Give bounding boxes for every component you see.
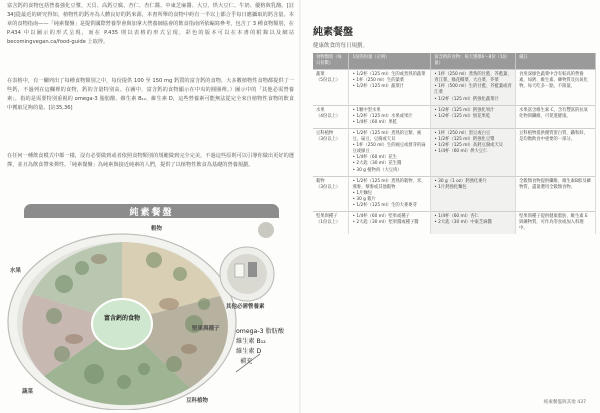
cell-line: • 1杯（500 ml）生的甘藍、芥藍葉或青江菜 — [434, 84, 512, 96]
cell-line: • 1/4杯（60 ml）果乾 — [352, 119, 397, 125]
cell-line: • 30 g（1 oz）鈣強化麥片 — [434, 178, 487, 184]
nutrient-note-d: 維生素 D — [236, 348, 262, 355]
nutrient-note-omega3: omega-3 脂肪酸 — [236, 328, 285, 335]
vegan-plate-illustration — [4, 204, 296, 410]
table-row — [313, 128, 596, 176]
table-header-row — [313, 53, 596, 70]
cell-line: • 1/4杯（60 ml）杏仁 — [434, 214, 479, 220]
table-row — [313, 70, 596, 105]
sun-decoration — [258, 222, 274, 238]
table-cell-note — [516, 212, 596, 235]
cell-line: （1份以上） — [316, 220, 341, 226]
table-cell-calcium — [431, 176, 516, 211]
cell-line: 水果 — [316, 107, 325, 113]
cell-line: • 1/4杯（60 ml）堅果或種子 — [352, 214, 410, 220]
cell-line: • 1顆中型水果 — [352, 107, 381, 113]
plate-label-legumes: 豆科植物 — [186, 398, 209, 404]
cell-line: 水果富含維生素 C，含有豐富的抗氧化物與纖維，可促進健康。 — [519, 107, 588, 119]
table-cell-category — [313, 128, 349, 176]
table-row — [313, 212, 596, 235]
table-cell-calcium — [431, 70, 516, 105]
table-cell-category — [313, 212, 349, 235]
table-cell-serving — [349, 176, 431, 211]
cell-line: 全穀類食物提供纖維、維生素B群及礦物質，盡量選用全穀類食物。 — [519, 178, 591, 190]
cell-line: • 1/2杯（125 ml）鈣強化蔬菜汁 — [434, 96, 499, 102]
cell-line: 豆科植物 — [316, 130, 334, 136]
plate-center-label: 富含鈣的食物 — [103, 315, 140, 322]
cell-line: • 1/2杯（125 ml）高鈣豆腐或天貝 — [434, 143, 504, 149]
plate-label-grains: 穀物 — [151, 226, 163, 232]
plate-label-vegetables: 蔬菜 — [22, 389, 34, 395]
column-header: 食物類別（每日份數） — [313, 53, 349, 70]
cell-line: • 1/2杯（125 ml）煮熟的豆類、豌豆、扁豆、豆腐或天貝 — [352, 130, 422, 143]
cell-line: • 2大匙（30 ml）堅果醬或種子醬 — [352, 220, 419, 226]
plate-label-other-nutrients: 其他必需營養素 — [226, 304, 265, 310]
cell-line: （5份以上） — [316, 78, 341, 84]
cell-line: • 2大匙（30 ml）花生醬 — [352, 161, 402, 167]
cell-line: • 1/2杯（125 ml）鈣強化果汁 — [434, 107, 495, 113]
cell-line: • 1杯（250 ml）生的葉菜 — [352, 78, 405, 84]
cell-line: 堅果與種子提供健康脂肪、維生素 E 與礦物質，可作為零食或加入料理中。 — [519, 214, 588, 232]
cell-line: • 1杯（250 ml）黑豆或白豆 — [434, 130, 491, 136]
cell-line: • 1/2杯（125 ml）水果或果汁 — [352, 113, 413, 119]
paragraph: 在任何一種飲食模式中都一樣，沒有必要做到或者依照食物類別的規範做到完全完美，不過這些原則可以引導你做出更好的選擇，並且為飲食帶來彈性。「純素餐盤」為純素與接近純素的人們，提供了以植物性飲食為基礎的營養規劃。 — [7, 153, 294, 168]
cell-line: • 1片鈣強化麵包 — [434, 184, 467, 190]
cell-line: • 1片麵包 — [352, 190, 372, 196]
table-row — [313, 105, 596, 128]
table-cell-note — [516, 176, 596, 211]
column-header: 備註 — [516, 53, 596, 70]
cell-line: • 1杯（250 ml）生的豌豆或發芽的扁豆或綠豆 — [352, 143, 426, 155]
table-cell-category — [313, 176, 349, 211]
column-header: 富含鈣的食物：每天選擇6～8份（1份量） — [431, 53, 516, 70]
table-cell-serving — [349, 105, 431, 128]
cell-line: • 1/2杯（125 ml）煮熟的穀物、米、燕麥、藜麥或其他穀物 — [352, 178, 426, 190]
left-page — [0, 0, 299, 413]
cell-line: • 1/2杯（125 ml）鈣強化豆漿 — [434, 137, 495, 143]
cell-line: • 30 g 穀片 — [352, 196, 376, 202]
cell-line: • 1杯（250 ml）煮熟的甘藍、芥藍葉、青江菜、綠花椰菜、大白菜、芥菜 — [434, 72, 512, 84]
table-cell-calcium — [431, 128, 516, 176]
plate-label-nuts-seeds: 堅果與種子 — [192, 326, 220, 332]
nutrient-note-b12: 維生素 B₁₂ — [236, 338, 266, 345]
table-row — [313, 176, 596, 211]
column-header: 1份的份量（示例） — [349, 53, 431, 70]
table-cell-category — [313, 105, 349, 128]
cell-line: • 1/2杯（125 ml）生的或煮熟的蔬菜 — [352, 72, 426, 78]
table-cell-note — [516, 128, 596, 176]
page-footer: 純素餐盤與其他 437 — [543, 400, 586, 405]
cell-line: • 1/2杯（125 ml）蔬菜汁 — [352, 84, 404, 90]
cell-line: • 2大匙（30 ml）中東芝麻醬 — [434, 220, 492, 226]
table-cell-serving — [349, 70, 431, 105]
cell-line: 食用深綠色蔬菜中含有較高的營養素，如鈣、維生素、礦物質及抗氧化物。每天吃多一點，不限量。 — [519, 72, 588, 90]
table-cell-calcium — [431, 105, 516, 128]
cell-line: （4份以上） — [316, 113, 341, 119]
plate-label-fruit: 水果 — [10, 268, 22, 274]
table-cell-serving — [349, 128, 431, 176]
cell-line: 穀物 — [316, 178, 325, 184]
table-cell-note — [516, 70, 596, 105]
cell-line: （3份以上） — [316, 184, 341, 190]
cell-line: • 1/2杯（125 ml）無花果乾 — [434, 113, 491, 119]
page-subtitle: 健康飲食的每日規劃。 — [313, 43, 369, 49]
nutrient-note-supplement: 補充 — [240, 358, 253, 365]
cell-line: • 1/4杯（60 ml）花生 — [352, 155, 397, 161]
paragraph: 在表格中，有一欄列出了每種食物類別之中，每份提供 100 至 150 mg 鈣質的富含鈣的食物，大多數植物性食物都提供了一些鈣，不過列在這欄裡的食物，鈣的含量特別高。在圖中，富含鈣的食物顯示在中央的圓圈裡。）圖示中的「其他必需營養素」，指的是需要特別重視的 omega-3 脂肪酸、維生素 B₁₂、維生素 D，這些營養素可能無法從完全來自植物性食物的飲食中獲取足夠的量。[註35,36] — [7, 78, 294, 111]
page-title: 純素餐盤 — [313, 27, 353, 38]
paragraph: 富含鈣的食物包括營養強化豆漿、天貝、高鈣豆腐、杏仁、杏仁醬、中東芝麻醬、大豆、烘大豆仁、牛奶、優格與乳酪。[註34]從最近的研究得知，植物性的鈣亦為人體良好的鈣來源，本書所舉的食物中約有一半以上都合乎每日應攝取的鈣含量。本章的食物指南——「純素餐盤」是提供國際營養學會與加拿大營養師協會的飲食指南所依編寫參考，包含了 3 種食物類別，在 P.434 中以圖示的形式呈現，而在 P.435 則以表格的形式呈現，彩色的版本可以在本書的附錄以及網站 becomingvegan.ca/food-guide 上取得。 — [7, 3, 294, 45]
plate-title: 純素餐盤 — [129, 208, 174, 218]
cell-line: 豆科植物提供優質蛋白質、鐵和鋅，是均衡飲食中重要的一部分。 — [519, 130, 588, 143]
table-cell-serving — [349, 212, 431, 235]
cell-line: （3份以上） — [316, 137, 341, 143]
right-page — [301, 0, 600, 413]
cell-line: 堅果與種子 — [316, 214, 338, 220]
table-cell-category — [313, 70, 349, 105]
cell-line: 蔬菜 — [316, 72, 325, 78]
calcium-center-circle — [92, 299, 152, 349]
cell-line: • 1/2杯（125 ml）生的大麥麥芽 — [352, 202, 417, 208]
cell-line: • 1/4杯（60 ml）烘大豆仁 — [434, 149, 488, 155]
table-cell-note — [516, 105, 596, 128]
table-cell-calcium — [431, 212, 516, 235]
cell-line: • 30 g 植物肉（大豆肉） — [352, 167, 402, 173]
food-guide-table — [313, 53, 596, 234]
